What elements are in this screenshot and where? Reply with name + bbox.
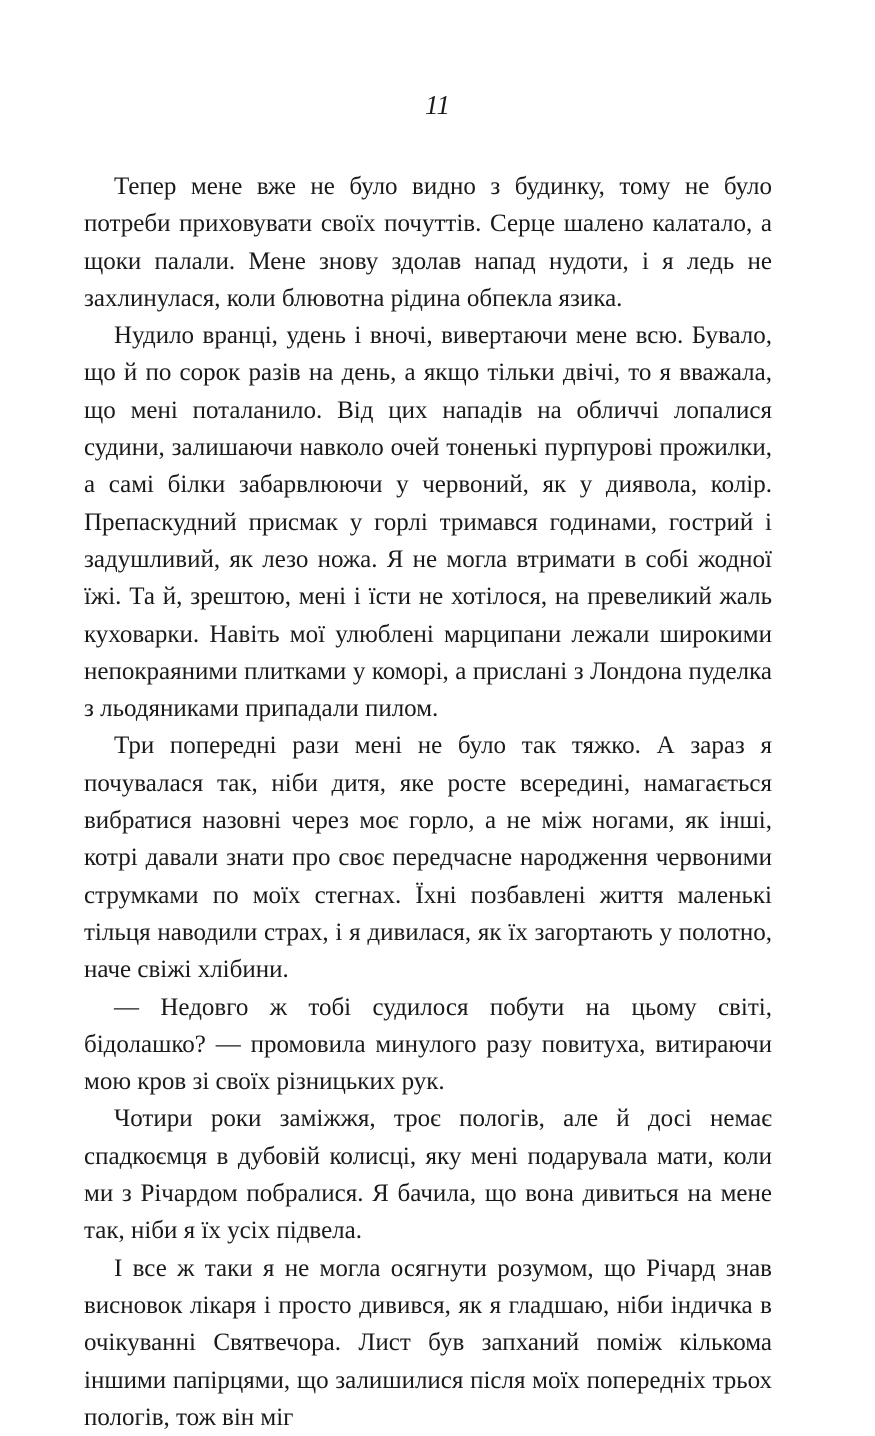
paragraph: І все ж таки я не могла осягнути розумом, що Річард знав висновок лікаря і просто дивився, як я гладшаю, ніби індичка в очікуванні Святвечора. Лист був запханий поміж кількома іншими папірцями, що залишилися після моїх попередніх трьох пологів, тож він міг [84,1254,772,1431]
body-text [84,168,772,1436]
dialogue-paragraph: — Недовго ж тобі судилося побути на цьому світі, бідолашко? — промовила минулого разу повитуха, витираючи мою кров зі своїх різницьких рук. [84,993,772,1096]
chapter-number: 11 [425,90,450,120]
paragraph: Нудило вранці, удень і вночі, вивертаючи мене всю. Бувало, що й по сорок разів на день, а якщо тільки двічі, то я вважала, що мені поталанило. Від цих нападів на обличчі лопалися судини, залишаючи навколо очей тоненькі пурпурові прожилки, а самі білки забарвлюючи у червоний, як у диявола, колір. Препаскудний присмак у горлі тримався годинами, гострий і задушливий, як лезо ножа. Я не могла втримати в собі жодної їжі. Та й, зрештою, мені і їсти не хотілося, на превеликий жаль куховарки. Навіть мої улюблені марципани лежали широкими непокраяними плитками у коморі, а прислані з Лондона пуделка з льодяниками припадали пилом. [84,322,772,723]
paragraph: Тепер мене вже не було видно з будинку, тому не було потреби приховувати своїх почуттів. Серце шалено калатало, а щоки палали. Мене знову здолав напад нудоти, і я ледь не захлинулася, коли блювотна рідина обпекла язика. [84,173,772,312]
paragraph: Три попередні рази мені не було так тяжко. А зараз я почувалася так, ніби дитя, яке росте всередині, намагається вибратися назовні через моє горло, а не між ногами, як інші, котрі давали знати про своє передчасне народження червоними струмками по моїх стегнах. Їхні позбавлені життя маленькі тільця наводили страх, і я дивилася, як їх загортають у полотно, наче свіжі хлібини. [84,732,772,984]
paragraph: Чотири роки заміжжя, троє пологів, але й досі немає спадкоємця в дубовій колисці, яку мені подарувала мати, коли ми з Річардом побралися. Я бачила, що вона дивиться на мене так, ніби я їх усіх підвела. [84,1105,772,1245]
